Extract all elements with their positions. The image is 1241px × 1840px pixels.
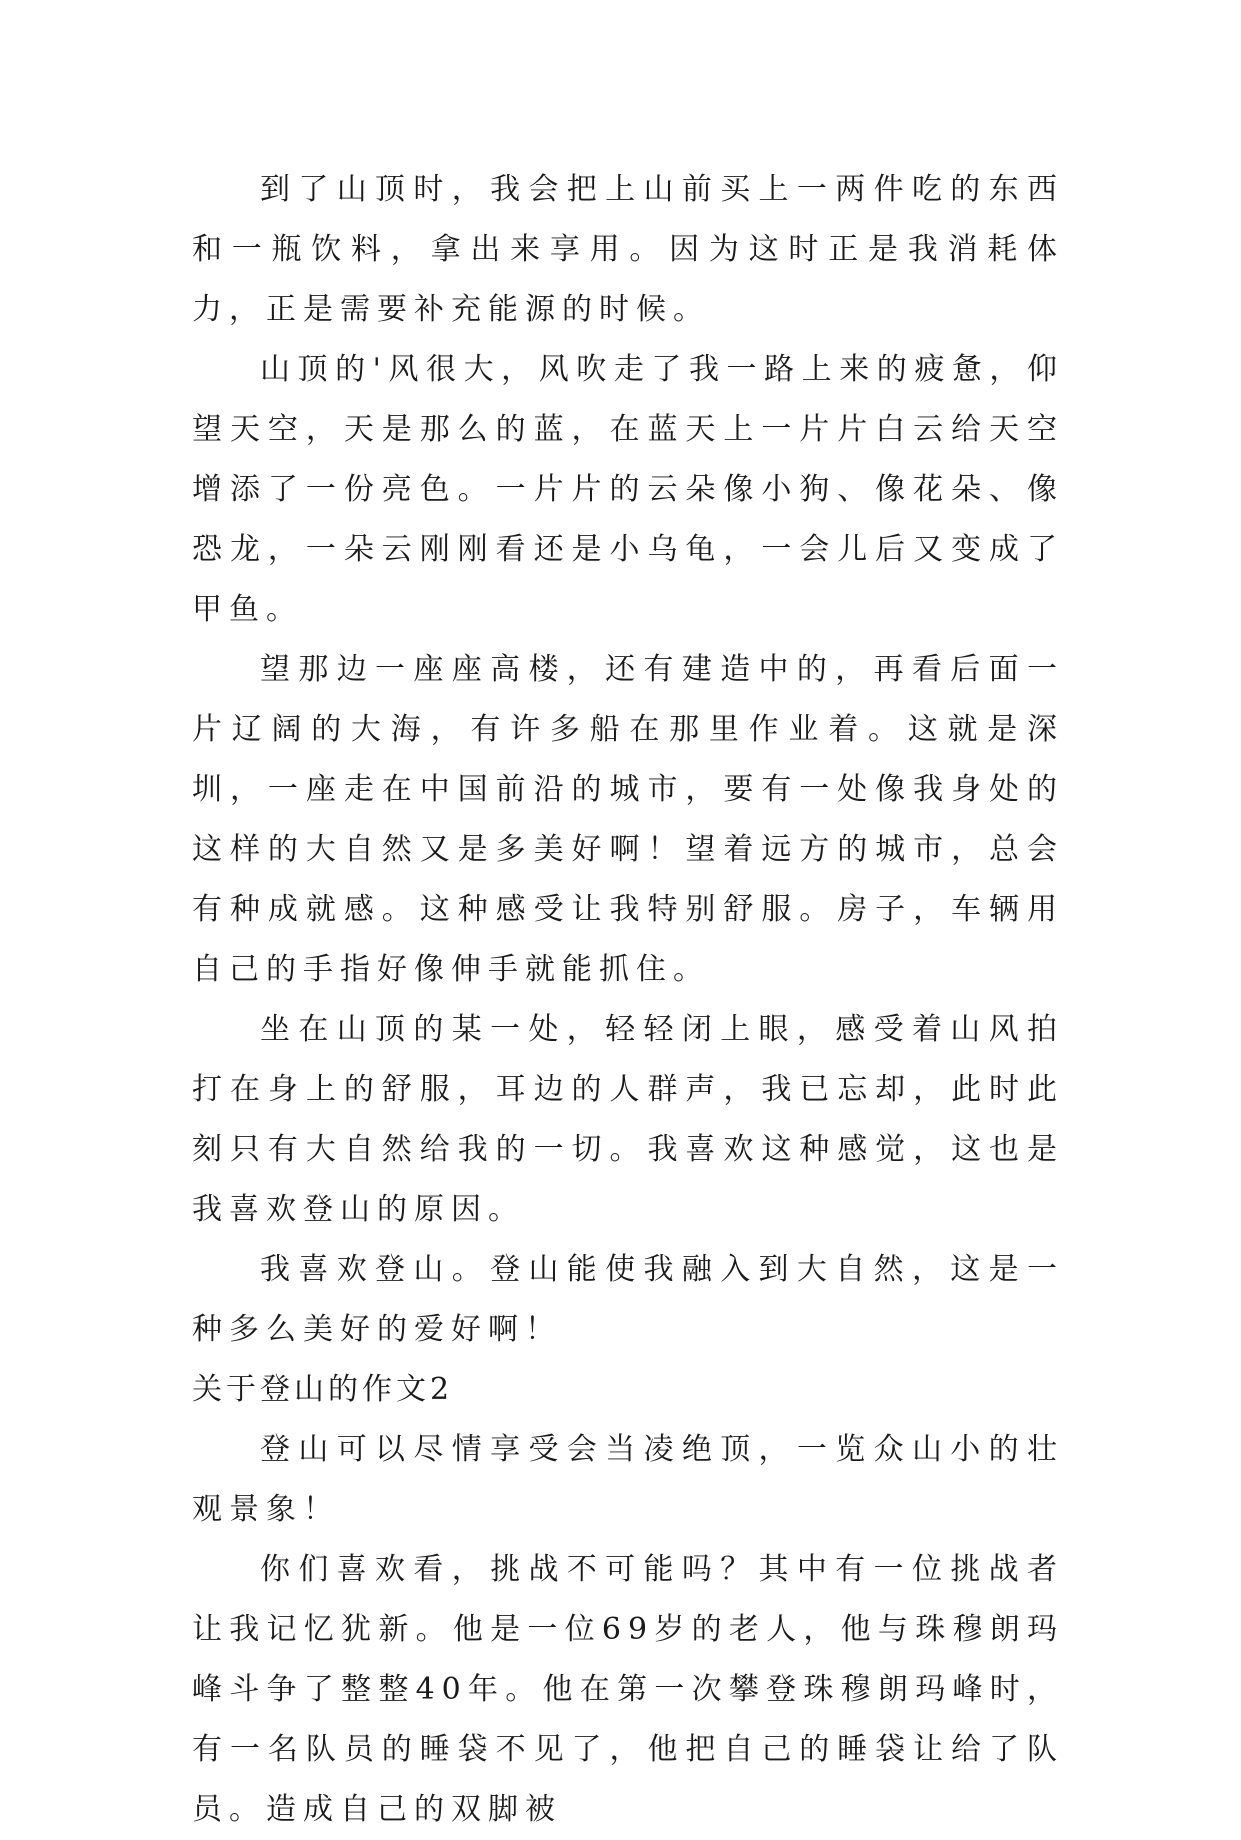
section-heading: 关于登山的作文2 — [192, 1372, 454, 1407]
document-body — [192, 160, 1064, 1840]
paragraph: 坐在山顶的某一处，轻轻闭上眼，感受着山风拍打在身上的舒服，耳边的人群声，我已忘却，此时此刻只有大自然给我的一切。我喜欢这种感觉，这也是我喜欢登山的原因。 — [192, 1012, 1064, 1227]
paragraph: 登山可以尽情享受会当凌绝顶，一览众山小的壮观景象！ — [192, 1432, 1064, 1527]
paragraph: 你们喜欢看，挑战不可能吗？其中有一位挑战者让我记忆犹新。他是一位69岁的老人，他与珠穆朗玛峰斗争了整整40年。他在第一次攀登珠穆朗玛峰时，有一名队员的睡袋不见了，他把自己的睡袋让给了队员。造成自己的双脚被 — [192, 1552, 1064, 1827]
paragraph: 望那边一座座高楼，还有建造中的，再看后面一片辽阔的大海，有许多船在那里作业着。这就是深圳，一座走在中国前沿的城市，要有一处像我身处的这样的大自然又是多美好啊！望着远方的城市，总会有种成就感。这种感受让我特别舒服。房子，车辆用自己的手指好像伸手就能抓住。 — [192, 652, 1064, 987]
paragraph: 到了山顶时，我会把上山前买上一两件吃的东西和一瓶饮料，拿出来享用。因为这时正是我消耗体力，正是需要补充能源的时候。 — [192, 172, 1064, 327]
paragraph: 我喜欢登山。登山能使我融入到大自然，这是一种多么美好的爱好啊！ — [192, 1252, 1064, 1347]
paragraph: 山顶的'风很大，风吹走了我一路上来的疲惫，仰望天空，天是那么的蓝，在蓝天上一片片白云给天空增添了一份亮色。一片片的云朵像小狗、像花朵、像恐龙，一朵云刚刚看还是小乌龟，一会儿后又变成了甲鱼。 — [192, 352, 1064, 627]
